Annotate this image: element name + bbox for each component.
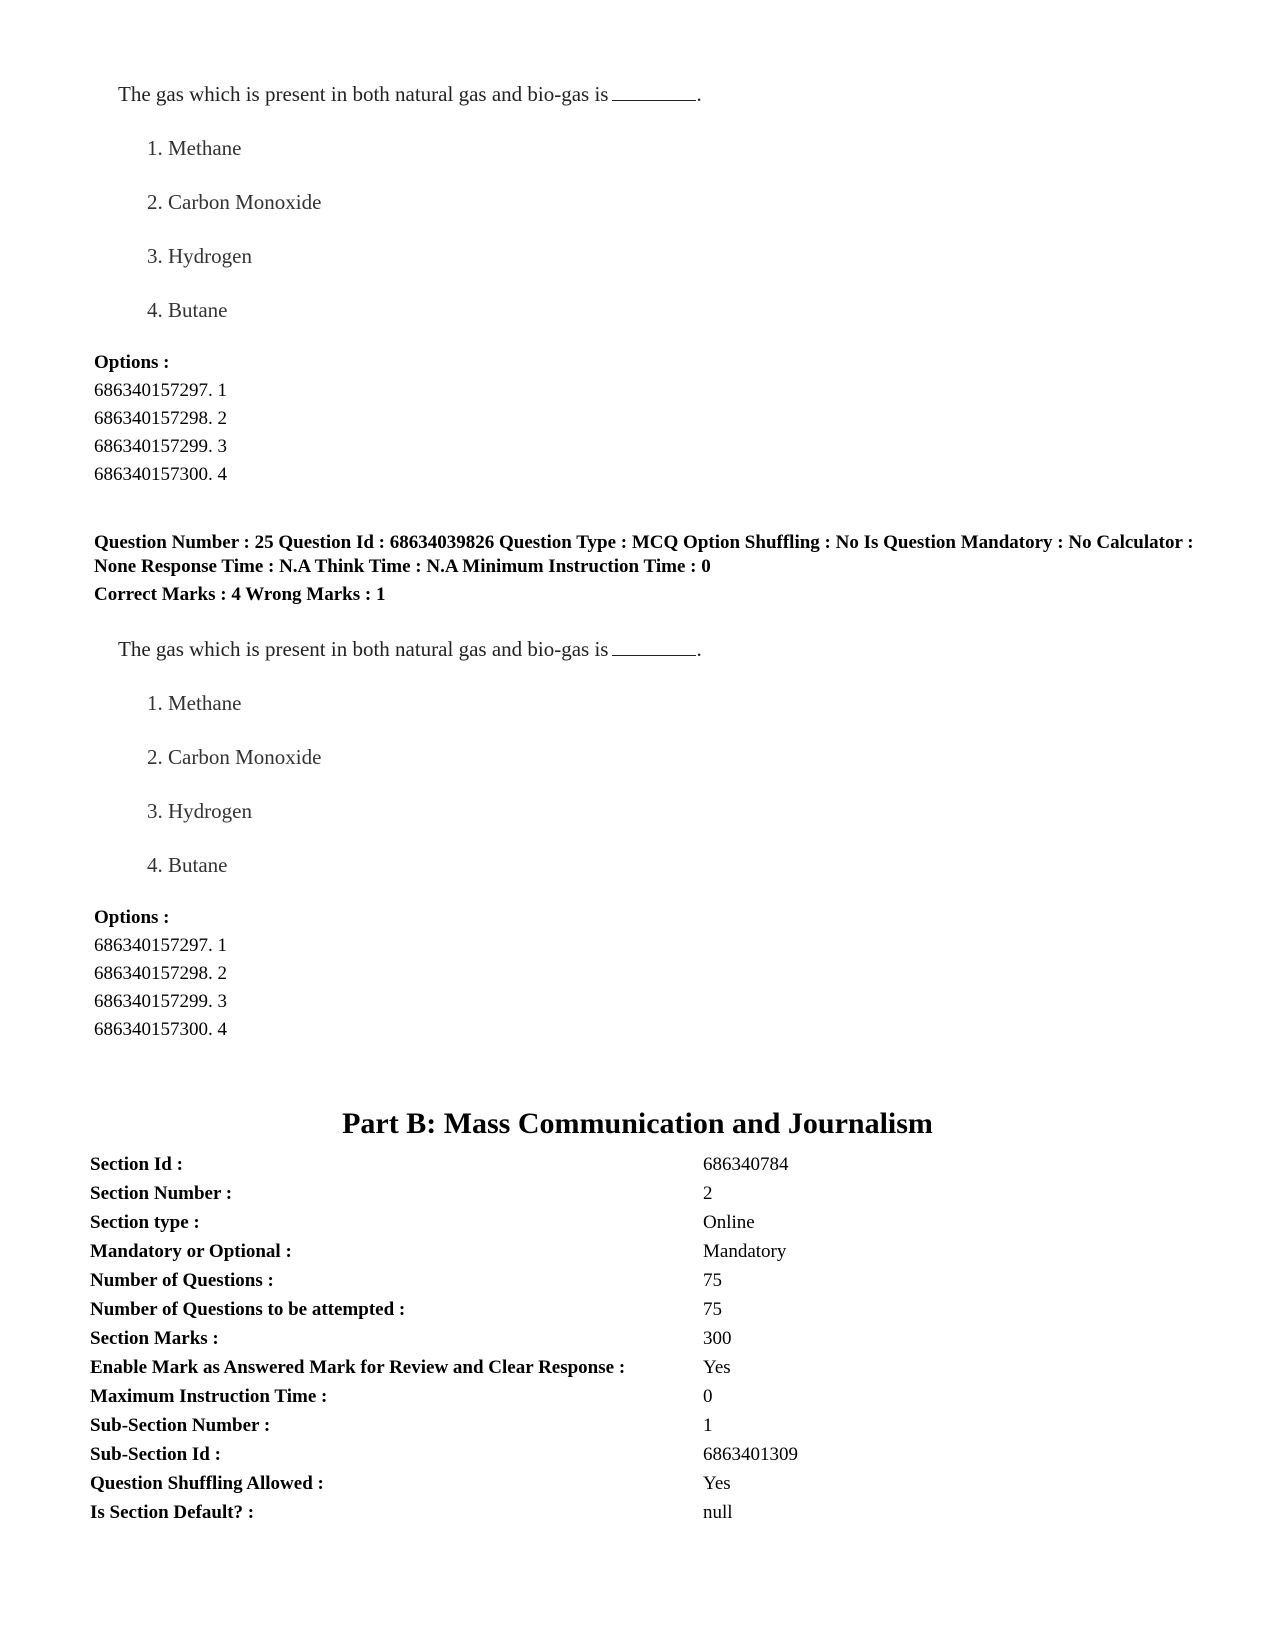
choice-item: 3. Hydrogen [147, 244, 252, 268]
section-field-value: 2 [703, 1183, 713, 1204]
section-field-label: Section type : [90, 1212, 200, 1233]
option-id-line: 686340157297. 1 [94, 935, 227, 956]
option-id-line: 686340157298. 2 [94, 408, 227, 429]
section-field-label: Section Id : [90, 1154, 183, 1175]
option-id-line: 686340157299. 3 [94, 991, 227, 1012]
option-id-line: 686340157297. 1 [94, 380, 227, 401]
section-field-value: 300 [703, 1328, 732, 1349]
choice-item: 1. Methane [147, 136, 242, 160]
section-field-label: Section Marks : [90, 1328, 219, 1349]
section-field-value: 75 [703, 1299, 722, 1320]
section-field-label: Sub-Section Number : [90, 1415, 271, 1436]
option-id-line: 686340157298. 2 [94, 963, 227, 984]
answer-blank [612, 639, 696, 656]
section-field-label: Enable Mark as Answered Mark for Review and Clear Response : [90, 1357, 626, 1378]
choice-item: 3. Hydrogen [147, 799, 252, 823]
choice-item: 2. Carbon Monoxide [147, 745, 322, 769]
options-label: Options : [94, 907, 170, 928]
section-field-value: Yes [703, 1357, 731, 1378]
section-field-value: Yes [703, 1473, 731, 1494]
question-stem: The gas which is present in both natural gas and bio-gas is . [118, 82, 702, 106]
question-meta: Question Number : 25 Question Id : 68634039826 Question Type : MCQ Option Shuffling : No Is Question Mandatory : No Calculator : None Response Time : N.A Think Time : N.A Minimum Instruction Time : 0 [94, 532, 1194, 577]
section-field-value: 6863401309 [703, 1444, 798, 1465]
section-field-value: 75 [703, 1270, 722, 1291]
section-field-value: Mandatory [703, 1241, 787, 1262]
question-marks: Correct Marks : 4 Wrong Marks : 1 [94, 584, 386, 605]
choice-item: 4. Butane [147, 853, 228, 877]
option-id-line: 686340157300. 4 [94, 1019, 227, 1040]
question-stem: The gas which is present in both natural gas and bio-gas is . [118, 637, 702, 661]
section-field-label: Number of Questions to be attempted : [90, 1299, 406, 1320]
section-field-label: Question Shuffling Allowed : [90, 1473, 324, 1494]
options-label: Options : [94, 352, 170, 373]
option-id-line: 686340157300. 4 [94, 464, 227, 485]
section-field-label: Mandatory or Optional : [90, 1241, 292, 1262]
option-id-line: 686340157299. 3 [94, 436, 227, 457]
section-field-value: 686340784 [703, 1154, 789, 1175]
section-field-value: 0 [703, 1386, 713, 1407]
section-field-value: 1 [703, 1415, 713, 1436]
section-field-label: Sub-Section Id : [90, 1444, 221, 1465]
section-field-value: null [703, 1502, 733, 1523]
choice-item: 4. Butane [147, 298, 228, 322]
section-field-value: Online [703, 1212, 755, 1233]
choice-item: 2. Carbon Monoxide [147, 190, 322, 214]
part-title: Part B: Mass Communication and Journalism [342, 1107, 933, 1140]
section-field-label: Is Section Default? : [90, 1502, 255, 1523]
answer-blank [612, 84, 696, 101]
choice-item: 1. Methane [147, 691, 242, 715]
section-field-label: Maximum Instruction Time : [90, 1386, 328, 1407]
section-field-label: Section Number : [90, 1183, 233, 1204]
section-field-label: Number of Questions : [90, 1270, 274, 1291]
